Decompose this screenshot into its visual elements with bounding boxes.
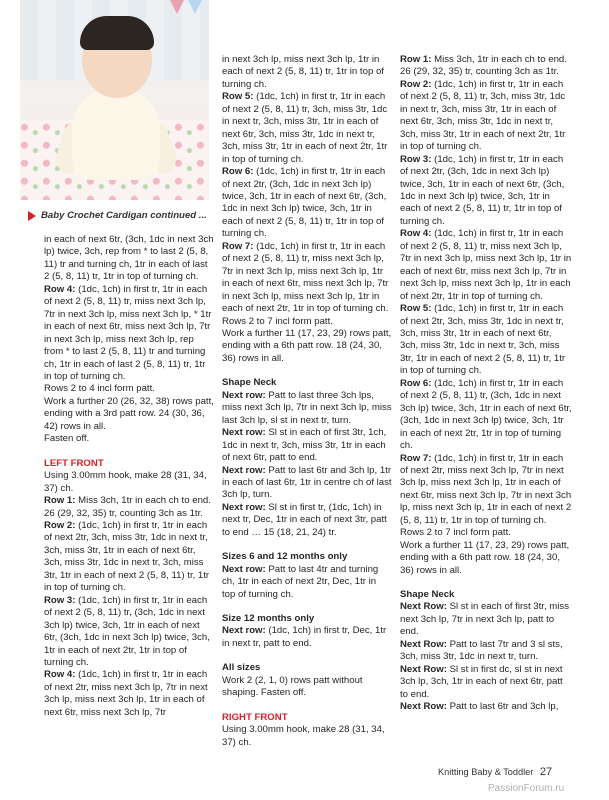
pattern-paragraph (44, 595, 214, 670)
row-label: Next Row: (400, 601, 447, 613)
paragraph-text: Patt to last 7tr and 3 sl sts, 3ch, miss 3tr, 1dc in next tr, turn. (400, 638, 563, 663)
row-label: Next row: (222, 389, 266, 401)
paragraph-text: Work a further 11 (17, 23, 29) rows patt, ending with a 6th patt row. 18 (24, 30, 36) rows in all. (222, 327, 392, 364)
paragraph-text: Rows 2 to 7 incl form patt. (222, 315, 333, 327)
paragraph-text: Work 2 (2, 1, 0) rows patt without shaping. Fasten off. (222, 674, 363, 699)
pattern-paragraph (44, 284, 214, 384)
paragraph-text: (1dc, 1ch) in first tr, 1tr in each of next 2tr, 3ch, miss 3tr, 1dc in next tr, 3ch, miss 3tr, 1tr in each of next 6tr, 3ch, miss 3tr, 1dc in next tr, 3ch, miss 3tr, 1tr in each of next 2 (5, 8, 11) tr, 1tr in top of turning ch. (400, 303, 566, 377)
row-label: Row 4: (44, 669, 76, 681)
pattern-paragraph (222, 91, 392, 166)
pattern-paragraph (44, 383, 214, 395)
section-heading (222, 712, 392, 724)
row-label: Next Row: (400, 701, 447, 713)
row-label: Row 1: (400, 54, 432, 65)
section-heading (222, 377, 392, 389)
pattern-paragraph (222, 427, 392, 464)
paragraph-text: Sl st in first tr, (1dc, 1ch) in next tr, Dec, 1tr in each of next 3tr, patt to end … 15 (18, 21, 24) tr. (222, 501, 387, 538)
paragraph-text: Size 12 months only (222, 613, 315, 625)
pattern-paragraph (400, 79, 572, 154)
row-label: Row 7: (222, 240, 254, 252)
paragraph-text: RIGHT FRONT (222, 711, 288, 723)
paragraph-text: (1dc, 1ch) in first tr, 1tr in each of next 2 (5, 8, 11) tr, (3ch, 1dc in next 3ch lp) twice, 3ch, 1tr in each of next 6tr, (3ch, 1dc in next 3ch lp) twice, 3ch, 1tr in each of next 2tr, 1tr in top of turning ch. (44, 594, 210, 668)
paragraph-text: (1dc, 1ch) in first tr, 1tr in each of next 2tr, (3ch, 1dc in next 3ch lp) twice, 3ch, 1tr in each of next 6tr, (3ch, 1dc in next 3ch lp) twice, 3ch, 1tr in each of next 2 (5, 8, 11) tr, 1tr in top of turning ch. (400, 153, 565, 227)
pattern-paragraph (44, 433, 214, 445)
baby-photo (20, 0, 209, 200)
pattern-paragraph (44, 396, 214, 433)
bunting-flag (188, 0, 202, 14)
pattern-paragraph (44, 470, 214, 495)
row-label: Row 4: (44, 283, 76, 295)
section-heading (222, 662, 392, 674)
section-heading (44, 458, 214, 470)
paragraph-text: Work a further 11 (17, 23, 29) rows patt, ending with a 6th patt row. 18 (24, 30, 36) rows in all. (400, 539, 570, 576)
section-heading (400, 589, 572, 601)
pattern-paragraph (222, 465, 392, 502)
pattern-paragraph (222, 724, 392, 749)
paragraph-text: Miss 3ch, 1tr in each ch to end. 26 (29, 32, 35) tr, counting 3ch as 1tr. (44, 495, 211, 519)
pattern-paragraph (400, 601, 572, 638)
paragraph-text: Sl st in first dc, sl st in next 3ch lp, 3ch, 1tr in each of next 6tr, patt to end. (400, 663, 563, 700)
pattern-paragraph (400, 54, 572, 79)
paragraph-text: Using 3.00mm hook, make 28 (31, 34, 37) ch. (222, 724, 385, 748)
pattern-paragraph (44, 495, 214, 520)
column-2 (222, 54, 392, 749)
paragraph-text: All sizes (222, 662, 261, 674)
pattern-paragraph (400, 639, 572, 664)
bunting-flag (170, 0, 184, 14)
paragraph-text: (1dc, 1ch) in first tr, 1tr in each of next 2tr, miss next 3ch lp, 7tr in next 3ch lp, miss next 3ch lp, 1tr in each of next 6tr, miss next 3ch lp, 7tr (44, 669, 208, 718)
page-footer (438, 766, 552, 778)
row-label: Row 5: (222, 91, 254, 103)
photo-caption (28, 210, 228, 221)
pattern-paragraph (400, 664, 572, 701)
row-label: Next row: (222, 427, 266, 439)
pattern-paragraph (222, 502, 392, 539)
pattern-paragraph (400, 154, 572, 229)
row-label: Next Row: (400, 638, 447, 650)
pattern-paragraph (400, 378, 572, 453)
photo-hair (80, 16, 154, 50)
pattern-paragraph (222, 564, 392, 601)
paragraph-text: Fasten off. (44, 433, 90, 445)
row-label: Row 2: (44, 519, 76, 531)
paragraph-text: (1dc, 1ch) in first tr, 1tr in each of next 2 (5, 8, 11) tr, miss next 3ch lp, 7tr in next 3ch lp, miss next 3ch lp, 1tr in each of next 6tr, miss next 3ch lp, 7tr in next 3ch lp, miss next 3ch lp, 1tr in each of next 2tr, 1tr in top of turning ch. (400, 228, 572, 302)
paragraph-text: Shape Neck (400, 589, 455, 601)
paragraph-text: Miss 3ch, 1tr in each ch to end. 26 (29, 32, 35) tr, counting 3ch as 1tr. (400, 54, 567, 78)
magazine-title: Knitting Baby & Toddler (438, 767, 534, 777)
caption-arrow-icon (28, 211, 36, 221)
row-label: Row 6: (400, 377, 432, 389)
row-label: Next row: (222, 625, 266, 637)
pattern-paragraph (400, 453, 572, 528)
paragraph-text: Sl st in each of first 3tr, miss next 3ch lp, 7tr in next 3ch lp, patt to end. (400, 601, 569, 638)
pattern-paragraph (400, 540, 572, 577)
watermark: PassionForum.ru (488, 783, 565, 794)
paragraph-text: in each of next 6tr, (3ch, 1dc in next 3ch lp) twice, 3ch, rep from * to last 2 (5, 8, 11) tr and turning ch, 1tr in each of last 2 (5, 8, 11) tr, 1tr in top of turning ch. (44, 234, 214, 283)
paragraph-text: Patt to last 6tr and 3ch lp, 1tr in each of last 6tr, 1tr in centre ch of last 3ch lp, turn. (222, 464, 392, 501)
pattern-paragraph (400, 527, 572, 539)
pattern-paragraph (400, 701, 572, 713)
row-label: Row 2: (400, 78, 432, 90)
column-1 (44, 234, 214, 719)
column-3 (400, 54, 572, 714)
pattern-paragraph (222, 166, 392, 241)
paragraph-text: Using 3.00mm hook, make 28 (31, 34, 37) ch. (44, 470, 207, 494)
paragraph-text: Patt to last 4tr and turning ch, 1tr in each of next 2tr, Dec, 1tr in top of turning ch. (222, 563, 379, 600)
pattern-paragraph (400, 228, 572, 303)
pattern-paragraph (44, 669, 214, 719)
page-number: 27 (539, 766, 553, 778)
paragraph-text: Patt to last 6tr and 3ch lp, (446, 701, 559, 713)
row-label: Row 3: (400, 153, 432, 165)
paragraph-text: Rows 2 to 4 incl form patt. (44, 383, 155, 395)
paragraph-text: (1dc, 1ch) in first tr, 1tr in each of next 2 (5, 8, 11) tr, (3ch, 1dc in next 3ch lp) twice, 3ch, 1tr in each of next 6tr, (3ch, 1dc in next 3ch lp) twice, 3ch, 1tr in each of next 2tr, 1tr in top of turning ch. (400, 377, 572, 452)
pattern-paragraph (222, 675, 392, 700)
pattern-paragraph (222, 390, 392, 427)
row-label: Row 5: (400, 303, 432, 315)
paragraph-text: (1dc, 1ch) in first tr, 1tr in each of next 2 (5, 8, 11) tr, miss next 3ch lp, 7tr in next 3ch lp, miss next 3ch lp, 1tr in each of next 6tr, miss next 3ch lp, 7tr in next 3ch lp, miss next 3ch lp, 1tr in each of next 2tr, 1tr in top of turning ch. (222, 240, 389, 315)
row-label: Row 7: (400, 452, 432, 464)
paragraph-text: (1dc, 1ch) in first tr, 1tr in each of next 2tr, miss next 3ch lp, 7tr in next 3ch lp, miss next 3ch lp, 1tr in each of next 6tr, miss next 3ch lp, 7tr in next 3ch lp, miss next 3ch lp, 1tr in each of next 2 (5, 8, 11) tr, 1tr in top of turning ch. (400, 452, 572, 526)
paragraph-text: (1dc, 1ch) in first tr, 1tr in each of next 2 (5, 8, 11) tr, 3ch, miss 3tr, 1dc in next tr, 3ch, miss 3tr, 1tr in each of next 6tr, 3ch, miss 3tr, 1dc in next tr, 3ch, miss 3tr, 1tr in each of next 2tr, 1tr in top of turning ch. (222, 91, 388, 165)
pattern-paragraph (44, 234, 214, 284)
section-heading (222, 613, 392, 625)
paragraph-text: Sl st in each of first 3tr, 1ch, 1dc in next tr, 3ch, miss 3tr, 1tr in each of next 6tr, patt to end. (222, 427, 387, 464)
pattern-paragraph (222, 625, 392, 650)
pattern-paragraph (222, 328, 392, 365)
caption-text: Baby Crochet Cardigan continued ... (41, 210, 207, 221)
row-label: Next row: (222, 563, 266, 575)
row-label: Row 6: (222, 166, 254, 178)
paragraph-text: (1dc, 1ch) in first tr, 1tr in each of next 2 (5, 8, 11) tr, miss next 3ch lp, 7tr in next 3ch lp, miss next 3ch lp, * 1tr in each of next 6tr, miss next 3ch lp, 7tr in next 3ch lp, miss next 3ch lp, rep from * to last 2 (5, 8, 11) tr and turning ch, 1tr in each of last 2 (5, 8, 11) tr, 1tr in top of turning ch. (44, 283, 212, 382)
photo-cardigan (72, 88, 160, 180)
paragraph-text: (1dc, 1ch) in first tr, 1tr in each of next 2 (5, 8, 11) tr, 3ch, miss 3tr, 1dc in next tr, 3ch, miss 3tr, 1tr in each of next 6tr, 3ch, miss 3tr, 1dc in next tr, 3ch, miss 3tr, 1tr in each of next 2tr, 1tr in top of turning ch. (400, 78, 566, 153)
section-heading (222, 551, 392, 563)
row-label: Next row: (222, 501, 266, 513)
paragraph-text: LEFT FRONT (44, 457, 104, 469)
paragraph-text: Rows 2 to 7 incl form patt. (400, 527, 511, 539)
paragraph-text: (1dc, 1ch) in first tr, Dec, 1tr in next tr, patt to end. (222, 625, 387, 649)
pattern-paragraph (222, 316, 392, 328)
paragraph-text: Shape Neck (222, 377, 277, 389)
row-label: Row 1: (44, 495, 76, 507)
paragraph-text: in next 3ch lp, miss next 3ch lp, 1tr in each of next 2 (5, 8, 11) tr, 1tr in top of turning ch. (222, 54, 384, 90)
row-label: Next Row: (400, 663, 447, 675)
row-label: Row 4: (400, 228, 432, 240)
pattern-paragraph (222, 241, 392, 316)
pattern-paragraph (400, 303, 572, 378)
paragraph-text: Sizes 6 and 12 months only (222, 551, 348, 563)
row-label: Row 3: (44, 594, 76, 606)
paragraph-text: (1dc, 1ch) in first tr, 1tr in each of next 2tr, (3ch, 1dc in next 3ch lp) twice, 3ch, 1tr in each of next 6tr, (3ch, 1dc in next 3ch lp) twice, 3ch, 1tr in each of next 2 (5, 8, 11) tr, 1tr in top of turning ch. (222, 166, 387, 240)
paragraph-text: Patt to last three 3ch lps, miss next 3ch lp, 7tr in next 3ch lp, miss last 3ch lp, sl st in next tr, turn. (222, 389, 392, 426)
paragraph-text: Work a further 20 (26, 32, 38) rows patt, ending with a 3rd patt row. 24 (30, 36, 42) rows in all. (44, 395, 214, 432)
paragraph-text: (1dc, 1ch) in first tr, 1tr in each of next 2tr, 3ch, miss 3tr, 1dc in next tr, 3ch, miss 3tr, 1tr in each of next 6tr, 3ch, miss 3tr, 1dc in next tr, 3ch, miss 3tr, 1tr in each of next 2 (5, 8, 11) tr, 1tr in top of turning ch. (44, 519, 210, 594)
pattern-paragraph (222, 54, 392, 91)
pattern-paragraph (44, 520, 214, 595)
row-label: Next row: (222, 464, 266, 476)
